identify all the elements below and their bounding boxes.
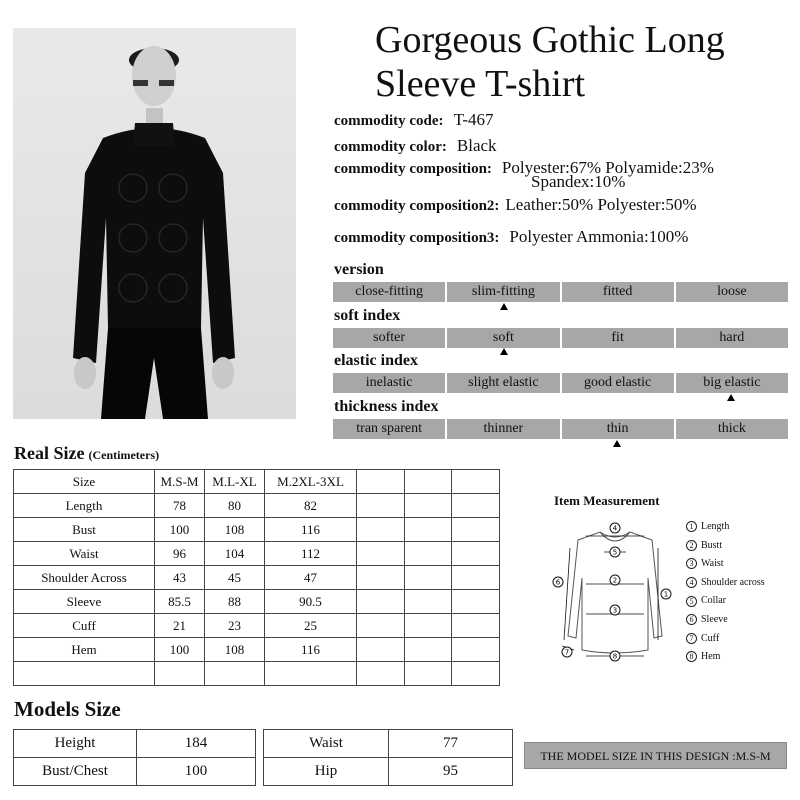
size-table-cell: Bust xyxy=(14,518,155,542)
version-option: slim-fitting xyxy=(447,282,559,302)
size-table-cell: 45 xyxy=(205,566,265,590)
size-table-cell: 78 xyxy=(155,494,205,518)
soft-index-option: softer xyxy=(333,328,445,348)
size-table-header-cell: M.2XL-3XL xyxy=(265,470,357,494)
diagram-label-1: 1 xyxy=(663,590,669,599)
size-table-cell: 112 xyxy=(265,542,357,566)
spec-color-label: commodity color: xyxy=(334,139,447,155)
real-size-title: Real Size xyxy=(14,443,85,463)
legend-label: Waist xyxy=(701,558,724,570)
size-table-cell xyxy=(405,614,452,638)
spec-color xyxy=(334,136,497,156)
size-table-cell: Hem xyxy=(14,638,155,662)
legend-item xyxy=(686,648,765,667)
spec-composition xyxy=(334,158,714,191)
legend-label: Bustt xyxy=(701,539,723,551)
size-table-cell: Waist xyxy=(14,542,155,566)
size-table-row xyxy=(14,638,500,662)
elastic-index-option: big elastic xyxy=(676,373,788,393)
size-table-cell xyxy=(452,518,500,542)
size-table-header-cell xyxy=(357,470,405,494)
size-table-cell: Cuff xyxy=(14,614,155,638)
garment-diagram xyxy=(550,518,680,673)
spec-composition-value-2: Spandex:10% xyxy=(531,172,626,191)
models-size-table-right xyxy=(263,729,513,786)
version-bar xyxy=(333,282,788,302)
size-table-cell xyxy=(452,638,500,662)
size-table-cell xyxy=(452,566,500,590)
version-option: close-fitting xyxy=(333,282,445,302)
size-table-cell xyxy=(405,590,452,614)
size-table-cell: 82 xyxy=(265,494,357,518)
spec-composition3-value: Polyester Ammonia:100% xyxy=(509,227,689,246)
elastic-index-option: inelastic xyxy=(333,373,445,393)
size-table-row xyxy=(14,614,500,638)
models-size-title: Models Size xyxy=(14,697,121,721)
spec-composition3 xyxy=(334,227,688,247)
size-table-cell xyxy=(205,662,265,686)
legend-item xyxy=(686,555,765,574)
size-table-cell xyxy=(405,662,452,686)
diagram-label-5: 5 xyxy=(612,548,618,557)
product-title: Gorgeous Gothic Long Sleeve T-shirt xyxy=(375,19,725,105)
spec-composition2-label: commodity composition2: xyxy=(334,198,500,214)
soft-index-option: soft xyxy=(447,328,559,348)
model-waist-value: 77 xyxy=(389,730,513,758)
size-table-cell: 80 xyxy=(205,494,265,518)
legend-label: Length xyxy=(701,521,730,532)
legend-item xyxy=(686,592,765,611)
size-table-row xyxy=(14,494,500,518)
legend-item xyxy=(686,518,765,537)
elastic-index-option: good elastic xyxy=(562,373,674,393)
size-table-row xyxy=(14,662,500,686)
model-bust-label: Bust/Chest xyxy=(14,758,137,786)
model-waist-label: Waist xyxy=(264,730,389,758)
model-height-value: 184 xyxy=(137,730,256,758)
thickness-index-label: thickness index xyxy=(334,398,439,415)
legend-number: 7 xyxy=(686,633,697,644)
measurement-legend xyxy=(686,518,765,667)
thickness-index-option: thinner xyxy=(447,419,559,439)
size-table-cell: 90.5 xyxy=(265,590,357,614)
size-table-cell: 43 xyxy=(155,566,205,590)
size-table-cell xyxy=(357,614,405,638)
thickness-index-option: thick xyxy=(676,419,788,439)
size-table-cell xyxy=(265,662,357,686)
size-table-cell: 96 xyxy=(155,542,205,566)
soft-index-option: hard xyxy=(676,328,788,348)
real-size-table xyxy=(13,469,500,686)
legend-number: 5 xyxy=(686,596,697,607)
size-table-cell xyxy=(452,494,500,518)
soft-index-label: soft index xyxy=(334,307,401,324)
legend-number: 6 xyxy=(686,614,697,625)
legend-label: Sleeve xyxy=(701,613,728,625)
legend-label: Collar xyxy=(701,595,726,607)
size-table-cell: 108 xyxy=(205,518,265,542)
diagram-label-6: 6 xyxy=(555,578,561,587)
size-table-cell xyxy=(452,542,500,566)
soft-index-marker xyxy=(500,348,508,355)
model-bust-value: 100 xyxy=(137,758,256,786)
size-table-header-cell xyxy=(452,470,500,494)
legend-item xyxy=(686,611,765,630)
size-table-row xyxy=(14,566,500,590)
diagram-label-2: 2 xyxy=(612,576,618,585)
size-table-header-cell: M.S-M xyxy=(155,470,205,494)
size-table-cell xyxy=(357,542,405,566)
size-table-cell xyxy=(357,566,405,590)
size-table-header-cell: Size xyxy=(14,470,155,494)
real-size-unit: (Centimeters) xyxy=(88,448,160,462)
size-table-cell xyxy=(405,518,452,542)
size-table-header-cell xyxy=(405,470,452,494)
spec-composition-label: commodity composition: xyxy=(334,161,492,177)
size-table-cell: 100 xyxy=(155,518,205,542)
size-table-cell: 23 xyxy=(205,614,265,638)
legend-item xyxy=(686,537,765,556)
spec-composition2 xyxy=(334,195,697,215)
size-table-cell xyxy=(14,662,155,686)
size-table-cell xyxy=(405,566,452,590)
thickness-index-bar xyxy=(333,419,788,439)
size-table-cell: Length xyxy=(14,494,155,518)
legend-number: 3 xyxy=(686,558,697,569)
version-option: fitted xyxy=(562,282,674,302)
size-table-cell xyxy=(452,662,500,686)
size-table-cell: 100 xyxy=(155,638,205,662)
size-table-cell: Sleeve xyxy=(14,590,155,614)
size-table-cell xyxy=(357,590,405,614)
spec-composition-value: Polyester:67% Polyamide:23% xyxy=(501,158,714,177)
size-table-cell: 116 xyxy=(265,638,357,662)
model-height-label: Height xyxy=(14,730,137,758)
legend-number: 8 xyxy=(686,651,697,662)
size-table-cell xyxy=(357,662,405,686)
diagram-label-4: 4 xyxy=(612,524,618,533)
version-marker xyxy=(500,303,508,310)
size-table-cell: 85.5 xyxy=(155,590,205,614)
model-hip-value: 95 xyxy=(389,758,513,786)
size-table-cell: 108 xyxy=(205,638,265,662)
size-table-row xyxy=(14,542,500,566)
spec-composition2-value: Leather:50% Polyester:50% xyxy=(505,195,697,214)
real-size-heading xyxy=(14,443,159,464)
size-table-cell: 116 xyxy=(265,518,357,542)
legend-number: 2 xyxy=(686,540,697,551)
legend-item xyxy=(686,574,765,593)
size-table-cell: 25 xyxy=(265,614,357,638)
version-label: version xyxy=(334,261,384,278)
size-table-cell xyxy=(405,638,452,662)
size-table-header-cell: M.L-XL xyxy=(205,470,265,494)
legend-label: Hem xyxy=(701,651,721,663)
size-table-row xyxy=(14,590,500,614)
spec-code-label: commodity code: xyxy=(334,113,444,129)
diagram-label-7: 7 xyxy=(564,648,570,657)
size-table-cell xyxy=(452,614,500,638)
diagram-label-8: 8 xyxy=(612,652,618,661)
legend-number: 1 xyxy=(686,521,697,532)
elastic-index-option: slight elastic xyxy=(447,373,559,393)
legend-label: Shoulder across xyxy=(701,576,765,588)
size-table-cell xyxy=(357,638,405,662)
models-size-table-left xyxy=(13,729,256,786)
model-hip-label: Hip xyxy=(264,758,389,786)
model-size-note: THE MODEL SIZE IN THIS DESIGN :M.S-M xyxy=(524,742,787,769)
size-table-cell: 21 xyxy=(155,614,205,638)
version-option: loose xyxy=(676,282,788,302)
elastic-index-bar xyxy=(333,373,788,393)
size-table-cell xyxy=(357,494,405,518)
spec-code xyxy=(334,110,494,130)
elastic-index-label: elastic index xyxy=(334,352,418,369)
spec-color-value: Black xyxy=(456,136,497,155)
spec-code-value: T-467 xyxy=(453,110,494,129)
size-table-cell: Shoulder Across xyxy=(14,566,155,590)
legend-item xyxy=(686,630,765,649)
legend-label: Cuff xyxy=(701,632,720,644)
spec-composition3-label: commodity composition3: xyxy=(334,230,500,246)
diagram-label-3: 3 xyxy=(612,606,618,615)
size-table-row xyxy=(14,518,500,542)
soft-index-bar xyxy=(333,328,788,348)
size-table-cell xyxy=(452,590,500,614)
size-table-cell: 104 xyxy=(205,542,265,566)
size-table-header-row xyxy=(14,470,500,494)
size-table-cell xyxy=(405,542,452,566)
thickness-index-marker xyxy=(613,440,621,447)
size-table-cell: 88 xyxy=(205,590,265,614)
size-table-cell xyxy=(357,518,405,542)
size-table-cell xyxy=(155,662,205,686)
item-measurement-title: Item Measurement xyxy=(554,493,660,508)
soft-index-option: fit xyxy=(562,328,674,348)
size-table-cell xyxy=(405,494,452,518)
product-photo xyxy=(13,28,296,419)
size-table-cell: 47 xyxy=(265,566,357,590)
elastic-index-marker xyxy=(727,394,735,401)
legend-number: 4 xyxy=(686,577,697,588)
thickness-index-option: tran sparent xyxy=(333,419,445,439)
thickness-index-option: thin xyxy=(562,419,674,439)
